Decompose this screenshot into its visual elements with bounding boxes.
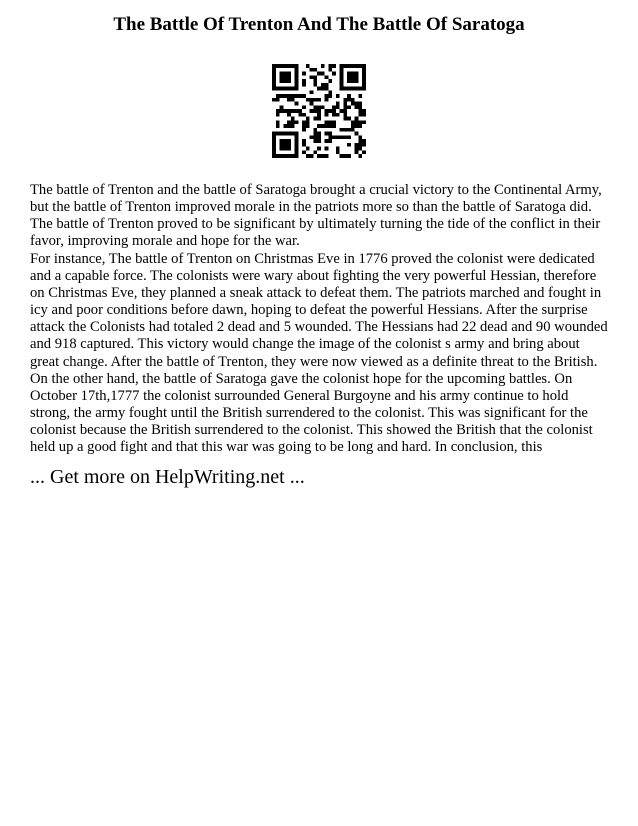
qr-code-icon: [272, 64, 366, 158]
page-title: The Battle Of Trenton And The Battle Of Saratoga: [113, 14, 525, 35]
paragraph-intro: The battle of Trenton and the battle of Saratoga brought a crucial victory to the Continental Army, but the battle of Trenton improved morale in the patriots more so than the battle of Saratoga did. The battle of Trenton proved to be significant by ultimately turning the tide of the conflict in their favor, improving morale and hope for the war.: [30, 182, 602, 250]
paragraph-main: For instance, The battle of Trenton on Christmas Eve in 1776 proved the colonist were dedicated and a capable force. The colonists were wary about fighting the very powerful Hessian, therefore on Christmas Eve, they planned a sneak attack to defeat them. The patriots marched and fought in icy and poor conditions before dawn, hoping to defeat the powerful Hessians. After the surprise attack the Colonists had totaled 2 dead and 5 wounded. The Hessians had 22 dead and 90 wounded and 918 captured. This victory would change the image of the colonist s army and bring about great change. After the battle of Trenton, they were now viewed as a definite threat to the British. On the other hand, the battle of Saratoga gave the colonist hope for the upcoming battles. On October 17th,1777 the colonist surrounded General Burgoyne and his army continue to hold strong, the army fought until the British surrendered to the colonist. This was significant for the colonist because the British surrendered to the colonist. This showed the British that the colonist held up a good fight and that this war was going to be long and hard. In conclusion, this: [30, 250, 608, 456]
article-body: [30, 182, 610, 457]
get-more-link[interactable]: ... Get more on HelpWriting.net ...: [30, 466, 305, 488]
qr-code: [272, 64, 366, 158]
